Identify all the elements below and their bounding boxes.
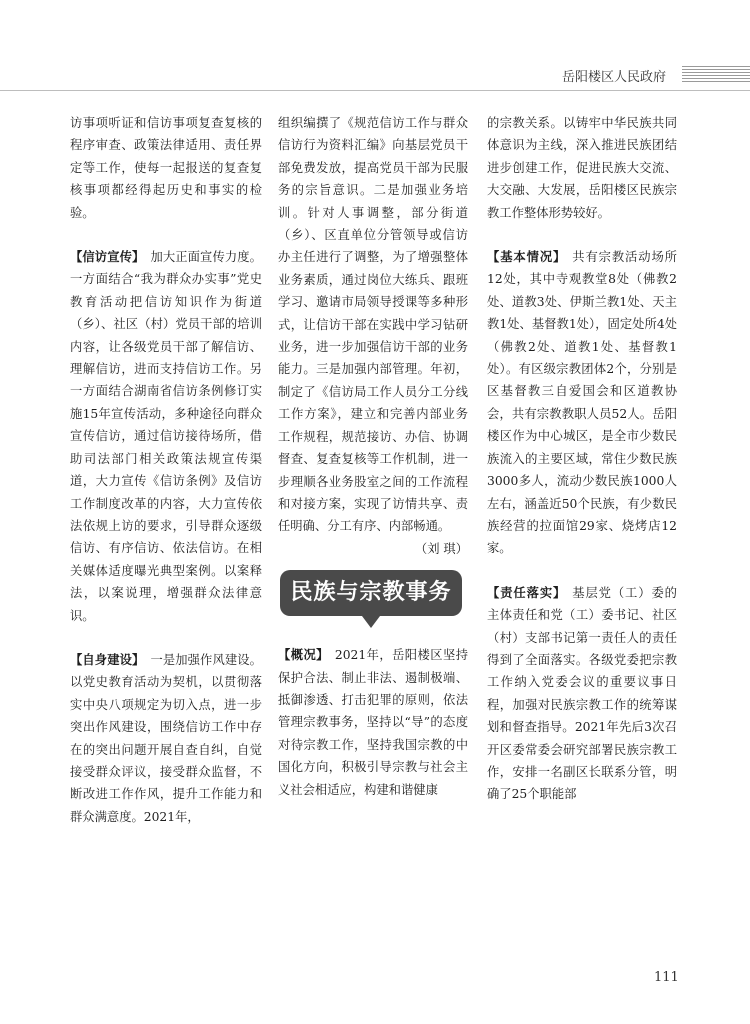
section-heading: 【责任落实】 xyxy=(487,585,567,600)
page-header xyxy=(0,60,750,94)
paragraph xyxy=(278,644,468,801)
paragraph-text: 基层党（工）委的主体责任和党（工）委书记、社区（村）支部书记第一责任人的责任得到了全面落实。各级党委把宗教工作纳入党委会议的重要议事日程，加强对民族宗教工作的统筹谋划和督查指导。2021年先后3次召开区委常委会研究部署民族宗教工作，安排一名副区长联系分管，明确了25个职能部 xyxy=(487,585,677,802)
header-title: 岳阳楼区人民政府 xyxy=(562,70,667,85)
paragraph xyxy=(70,649,262,828)
paragraph xyxy=(487,582,677,806)
header-rule xyxy=(0,90,750,91)
column-2 xyxy=(278,112,468,801)
section-banner xyxy=(278,566,468,634)
section-heading: 【基本情况】 xyxy=(487,250,567,265)
paragraph-text: 共有宗教活动场所12处，其中寺观教堂8处（佛教2处、道教3处、伊斯兰教1处、天主教1处、基督教1处），固定处所4处（佛教2处、道教1处、基督教1处）。有区级宗教团体2个，分别是区基督教三自爱国会和区道教协会，共有宗教教职人员52人。岳阳楼区作为中心城区，是全市少数民族流入的主要区域，常住少数民族3000多人，流动少数民族1000人左右，涵盖近50个民族，有少数民族经营的拉面馆29家、烧烤店12家。 xyxy=(487,250,677,556)
paragraph xyxy=(70,246,262,627)
paragraph: 访事项听证和信访事项复查复核的程序审查、政策法律适用、责任界定等工作，使每一起报送的复查复核事项都经得起历史和事实的检验。 xyxy=(70,116,262,220)
paragraph: 组织编撰了《规范信访工作与群众信访行为资料汇编》向基层党员干部免费发放，提高党员干部为民服务的宗旨意识。二是加强业务培训。针对人事调整，部分街道（乡）、区直单位分管领导或信访办主任进行了调整，为了增强整体业务素质，通过岗位大练兵、跟班学习、邀请市局领导授课等多种形式，让信访干部在实践中学习钻研业务，进一步加强信访干部的业务能力。三是加强内部管理。年初，制定了《信访局工作人员分工分线工作方案》，建立和完善内部业务工作规程，规范接访、办信、协调督查、复查复核等工作机制，进一步理顺各业务股室之间的工作流程和对接方案，实现了访情共享、责任明确、分工有序、内部畅通。 xyxy=(278,116,468,534)
page-number: 111 xyxy=(654,970,679,985)
paragraph-text: 一是加强作风建设。以党史教育活动为契机，以贯彻落实中央八项规定为切入点，进一步突出作风建设，围绕信访工作中存在的突出问题开展自查自纠，自觉接受群众评议，接受群众监督，不断改进工作作风，提升工作能力和群众满意度。2021年， xyxy=(70,652,262,824)
banner-title: 民族与宗教事务 xyxy=(280,570,462,616)
header-decoration xyxy=(682,66,750,84)
section-heading: 【概况】 xyxy=(278,648,329,663)
section-heading: 【信访宣传】 xyxy=(70,250,145,265)
paragraph: 的宗教关系。以铸牢中华民族共同体意识为主线，深入推进民族团结进步创建工作，促进民族大交流、大交融、大发展，岳阳楼区民族宗教工作整体形势较好。 xyxy=(487,116,677,220)
paragraph-text: 加大正面宣传力度。一方面结合“我为群众办实事”党史教育活动把信访知识作为街道（乡）、社区（村）党员干部的培训内容，让各级党员干部了解信访、理解信访，进而支持信访工作。另一方面结合湖南省信访条例修订实施15年宣传活动，多种途径向群众宣传信访，通过信访接待场所，借助司法部门相关政策法规宣传渠道，大力宣传《信访条例》及信访工作制度改革的内容，大力宣传依法依规上访的要求，引导群众逐级信访、有序信访、依法信访。在相关媒体适度曝光典型案例。以案释法，以案说理，增强群众法律意识。 xyxy=(70,250,262,623)
paragraph xyxy=(487,246,677,560)
banner-pointer xyxy=(362,616,380,628)
column-1 xyxy=(70,112,262,828)
author: （刘 琪） xyxy=(414,541,468,556)
section-heading: 【自身建设】 xyxy=(70,652,145,667)
column-3 xyxy=(487,112,677,806)
paragraph-text: 2021年，岳阳楼区坚持保护合法、制止非法、遏制极端、抵御渗透、打击犯罪的原则，依法管理宗教事务，坚持以“导”的态度对待宗教工作，坚持我国宗教的中国化方向，积极引导宗教与社会主义社会相适应，构建和谐健康 xyxy=(278,648,468,797)
